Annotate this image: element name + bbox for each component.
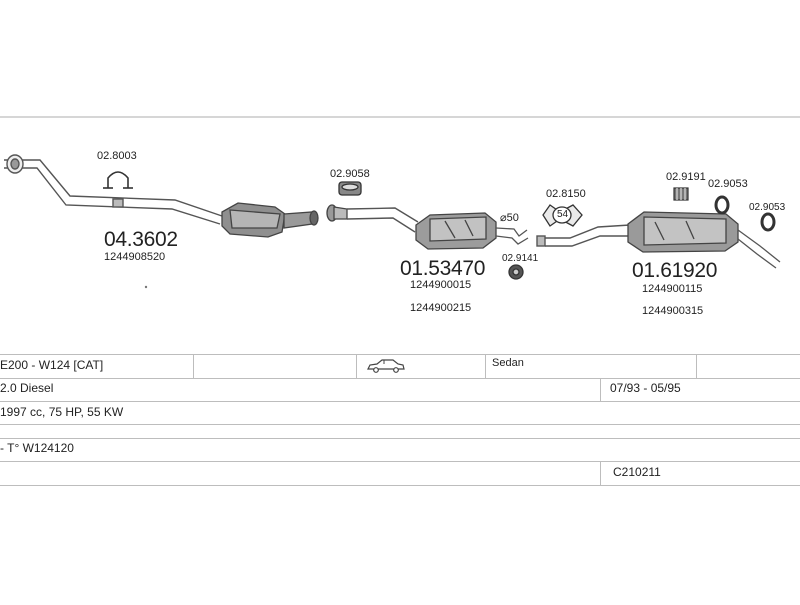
clamp-02-8003 bbox=[103, 172, 133, 188]
table-divider bbox=[0, 485, 800, 486]
part-code-01-53470: 01.53470 bbox=[400, 257, 486, 280]
table-divider bbox=[485, 354, 486, 378]
table-divider bbox=[0, 438, 800, 439]
table-divider bbox=[0, 461, 800, 462]
ring-02-9053-b bbox=[762, 214, 774, 230]
part-code-04-3602: 04.3602 bbox=[104, 228, 178, 251]
table-divider bbox=[0, 354, 800, 355]
type-code: - T° W124120 bbox=[0, 441, 74, 455]
middle-pipe bbox=[347, 208, 418, 232]
hanger-02-9141 bbox=[509, 265, 523, 279]
vehicle-model: E200 - W124 [CAT] bbox=[0, 358, 104, 372]
diameter-label: ⌀50 bbox=[500, 212, 519, 224]
table-divider bbox=[193, 354, 194, 378]
oem-number: 1244900315 bbox=[642, 305, 704, 317]
production-years: 07/93 - 05/95 bbox=[610, 381, 681, 395]
table-divider bbox=[0, 424, 800, 425]
table-divider bbox=[600, 461, 601, 485]
oem-number: 1244908520 bbox=[104, 251, 166, 263]
front-pipe bbox=[4, 155, 222, 224]
engine-specs: 1997 cc, 75 HP, 55 KW bbox=[0, 405, 124, 419]
table-divider bbox=[0, 401, 800, 402]
fitting-label-02-9141: 02.9141 bbox=[502, 253, 539, 264]
table-divider bbox=[600, 378, 601, 401]
fitting-label-02-8003: 02.8003 bbox=[97, 150, 137, 162]
oem-number: 1244900015 bbox=[410, 279, 472, 291]
body-type: Sedan bbox=[492, 357, 524, 369]
oem-number: 1244900215 bbox=[410, 302, 472, 314]
gasket-02-9058 bbox=[339, 182, 361, 195]
engine: 2.0 Diesel bbox=[0, 381, 54, 395]
catalytic-converter bbox=[222, 203, 318, 237]
car-icon bbox=[366, 357, 406, 378]
reference-code: C210211 bbox=[613, 465, 661, 479]
part-code-01-61920: 01.61920 bbox=[632, 259, 718, 282]
ring-02-9053-a bbox=[716, 197, 728, 213]
oem-number: 1244900115 bbox=[642, 283, 703, 295]
table-divider bbox=[356, 354, 357, 378]
hanger-02-9191 bbox=[674, 188, 688, 200]
fitting-label-02-9053: 02.9053 bbox=[708, 178, 748, 190]
table-divider bbox=[696, 354, 697, 378]
clamp-size: 54 bbox=[557, 209, 569, 220]
fitting-label-02-9058: 02.9058 bbox=[330, 168, 370, 180]
table-divider bbox=[0, 378, 800, 379]
fitting-label-02-8150: 02.8150 bbox=[546, 188, 586, 200]
rear-pipe bbox=[537, 225, 630, 246]
fitting-label-02-9053: 02.9053 bbox=[749, 202, 786, 213]
flange-connector bbox=[327, 205, 347, 221]
fitting-label-02-9191: 02.9191 bbox=[666, 171, 706, 183]
